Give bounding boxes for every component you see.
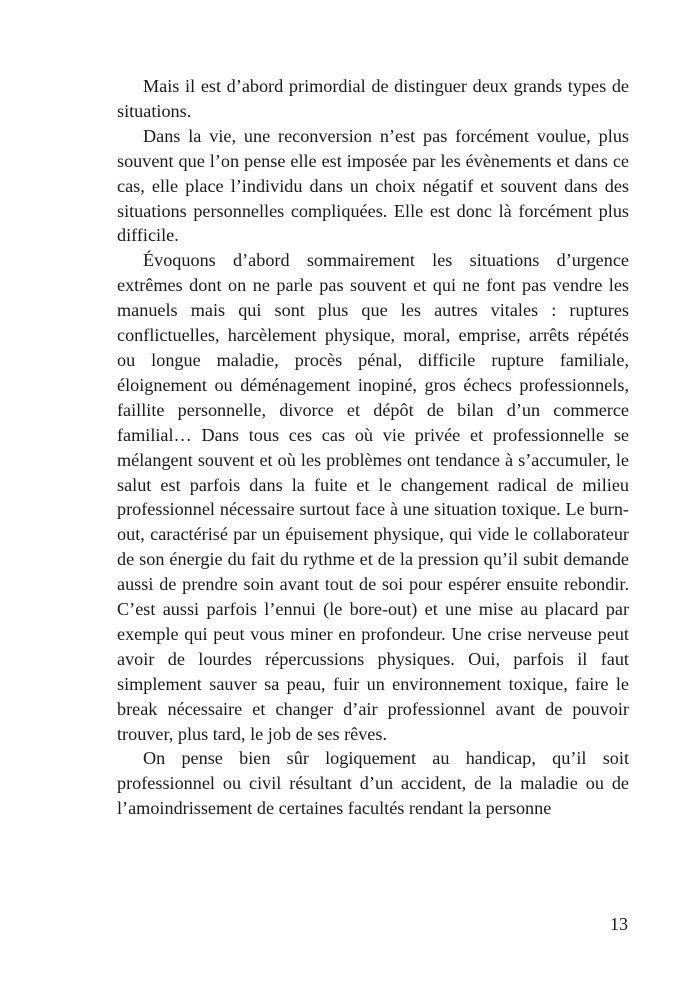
page-body xyxy=(117,74,629,821)
paragraph-4: On pense bien sûr logiquement au handicap, qu’il soit professionnel ou civil résultant d’un accident, de la maladie ou de l’amoindrissement de certaines facultés rendant la personne xyxy=(117,748,629,819)
paragraph-1: Mais il est d’abord primordial de distinguer deux grands types de situations. xyxy=(117,76,629,121)
paragraph-3: Évoquons d’abord sommairement les situations d’urgence extrêmes dont on ne parle pas souvent et qui ne font pas vendre les manuels mais qui sont plus que les autres vitales : ruptures conflictuelles, harcèlement physique, moral, emprise, arrêts répétés ou longue maladie, procès pénal, difficile rupture familiale, éloignement ou déménagement inopiné, gros échecs professionnels, faillite personnelle, divorce et dépôt de bilan d’un commerce familial… Dans tous ces cas où vie privée et professionnelle se mélangent souvent et où les problèmes ont tendance à s’accumuler, le salut est parfois dans la fuite et le changement radical de milieu professionnel nécessaire surtout face à une situation toxique. Le burn-out, caractérisé par un épuisement physique, qui vide le collaborateur de son énergie du fait du rythme et de la pression qu’il subit demande aussi de prendre soin avant tout de soi pour espérer ensuite rebondir. C’est aussi parfois l’ennui (le bore-out) et une mise au placard par exemple qui peut vous miner en profondeur. Une crise nerveuse peut avoir de lourdes répercussions physiques. Oui, parfois il faut simplement sauver sa peau, fuir un environnement toxique, faire le break nécessaire et changer d’air professionnel avant de pouvoir trouver, plus tard, le job de ses rêves. xyxy=(117,250,629,744)
paragraph-2: Dans la vie, une reconversion n’est pas forcément voulue, plus souvent que l’on pense elle est imposée par les évènements et dans ce cas, elle place l’individu dans un choix négatif et souvent dans des situations personnelles compliquées. Elle est donc là forcément plus difficile. xyxy=(117,125,629,246)
page-number: 13 xyxy=(610,914,628,934)
